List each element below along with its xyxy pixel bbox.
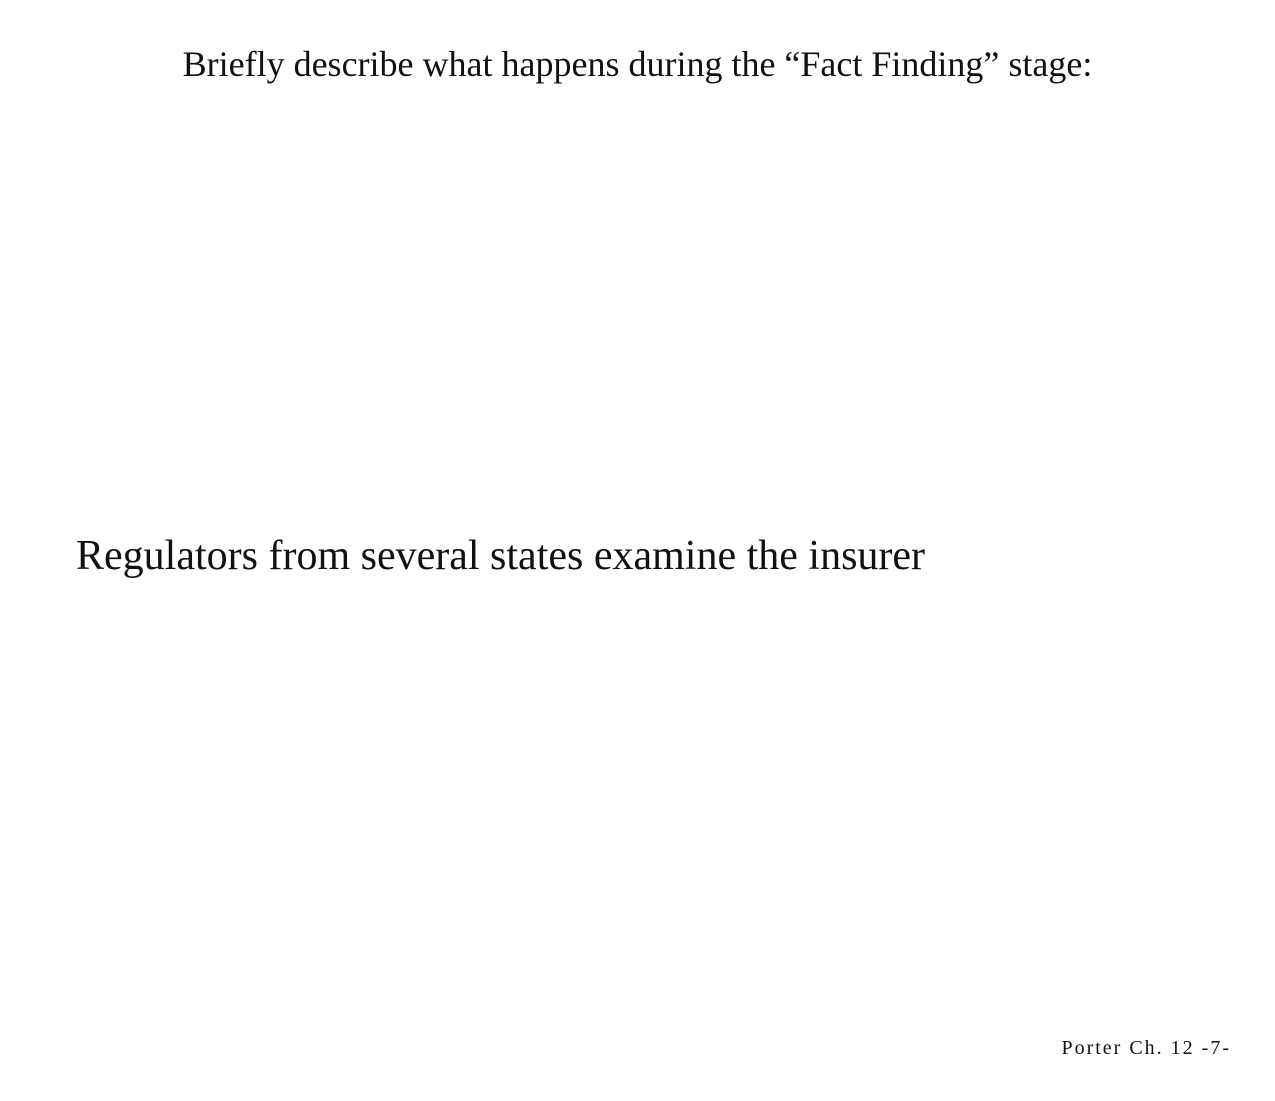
page-footer: Porter Ch. 12 -7- <box>1061 1037 1231 1059</box>
question-heading: Briefly describe what happens during the “Fact Finding” stage: <box>182 44 1093 84</box>
answer-text: Regulators from several states examine the insurer <box>76 533 926 579</box>
